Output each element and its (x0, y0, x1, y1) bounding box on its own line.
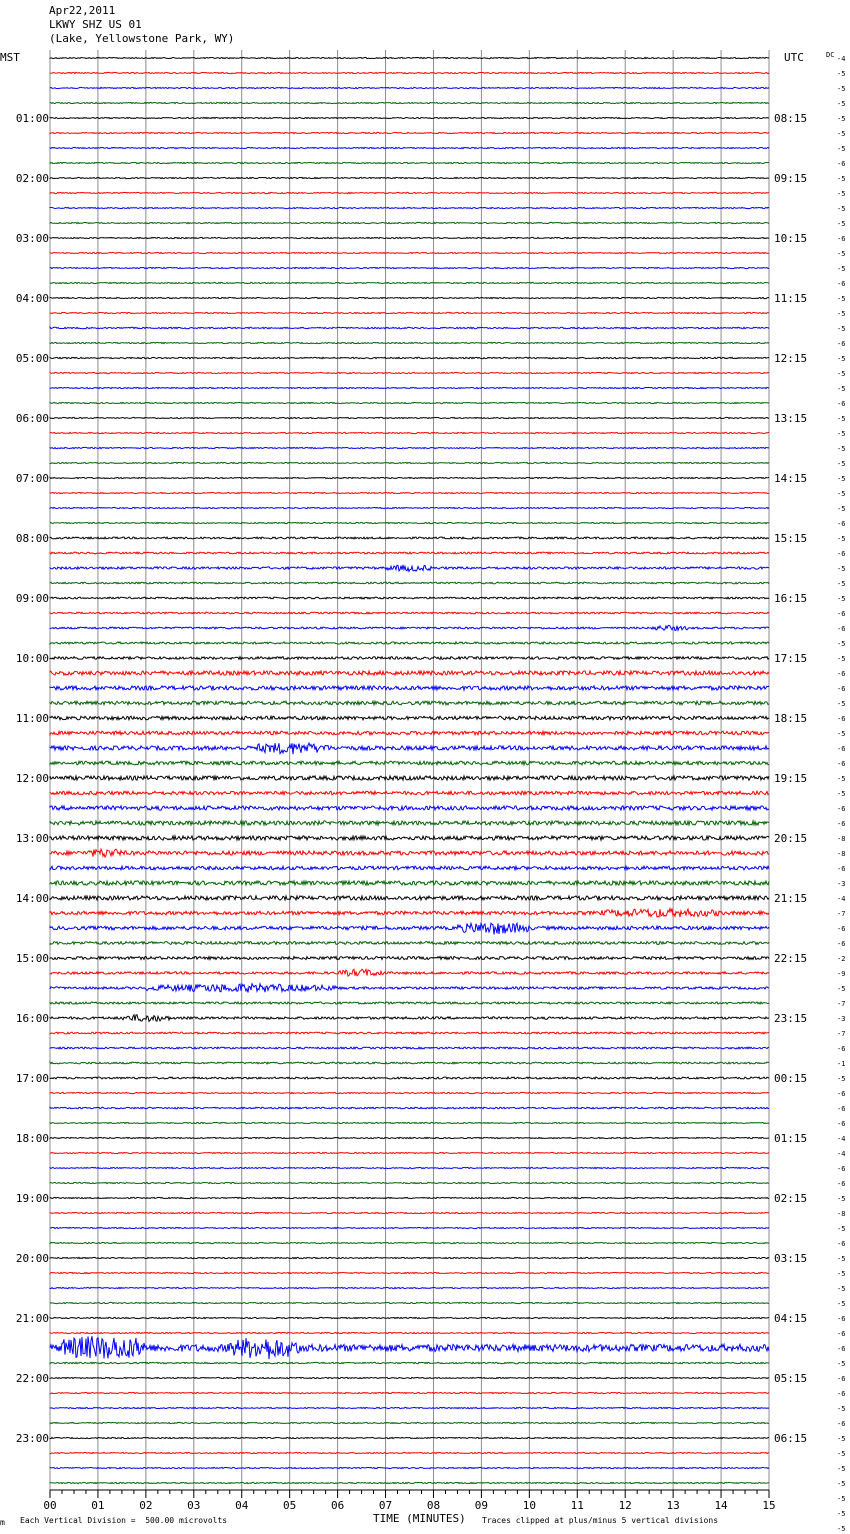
x-tick-label: 01 (91, 1499, 105, 1512)
trace-line (50, 507, 769, 508)
trace-line (50, 237, 769, 238)
right-hour-label: 03:15 (774, 1252, 808, 1265)
right-hour-label: 16:15 (774, 592, 808, 605)
dc-offset-label: -4 (837, 1150, 846, 1158)
dc-offset-label: -5 (837, 415, 846, 423)
dc-offset-label: -8 (837, 1210, 846, 1218)
left-hour-label: 17:00 (15, 1072, 49, 1085)
trace-line (50, 791, 769, 795)
dc-offset-label: -5 (837, 1195, 846, 1203)
dc-offset-label: -5 (837, 295, 846, 303)
trace-line (50, 1107, 769, 1109)
right-hour-label: 22:15 (774, 952, 808, 965)
dc-offset-label: -5 (837, 130, 846, 138)
trace-line (50, 1287, 769, 1288)
dc-offset-label: -5 (837, 355, 846, 363)
dc-offset-label: -5 (837, 790, 846, 798)
dc-offset-label: -6 (837, 745, 846, 753)
dc-offset-label: -4 (837, 895, 846, 903)
x-tick-label: 02 (139, 1499, 153, 1512)
trace-line (50, 1362, 769, 1363)
trace-line (50, 942, 769, 945)
dc-offset-label: -5 (837, 325, 846, 333)
dc-offset-label: -7 (837, 910, 846, 918)
dc-offset-label: -6 (837, 940, 846, 948)
trace-line (50, 565, 769, 572)
dc-offset-label: -6 (837, 715, 846, 723)
dc-offset-label: -2 (837, 955, 846, 963)
dc-offset-label: -5 (837, 190, 846, 198)
corner-mark: m (0, 1518, 5, 1527)
trace-line (50, 1002, 769, 1004)
right-hour-label: 11:15 (774, 292, 808, 305)
x-tick-label: 05 (283, 1499, 297, 1512)
trace-line (50, 132, 769, 133)
dc-offset-label: -5 (837, 250, 846, 258)
dc-offset-label: -5 (837, 85, 846, 93)
right-hour-label: 19:15 (774, 772, 808, 785)
dc-offset-label: -5 (837, 385, 846, 393)
dc-offset-label: -6 (837, 760, 846, 768)
x-tick-label: 08 (426, 1499, 441, 1512)
trace-line (50, 743, 769, 754)
left-hour-label: 13:00 (15, 832, 49, 845)
dc-offset-label: -5 (837, 1480, 846, 1488)
dc-offset-label: -7 (837, 1000, 846, 1008)
trace-line (50, 1032, 769, 1034)
dc-offset-label: -6 (837, 1330, 846, 1338)
trace-line (50, 1167, 769, 1168)
x-tick-label: 13 (666, 1499, 680, 1512)
dc-offset-label: -6 (837, 670, 846, 678)
trace-line (50, 1047, 769, 1049)
trace-line (50, 1242, 769, 1243)
left-hour-label: 15:00 (15, 952, 49, 965)
x-tick-label: 14 (714, 1499, 728, 1512)
x-tick-label: 15 (762, 1499, 776, 1512)
station-id: LKWY SHZ US 01 (49, 18, 142, 31)
trace-line (50, 402, 769, 403)
trace-line (50, 896, 769, 900)
trace-line (50, 477, 769, 478)
trace-line (50, 597, 769, 599)
trace-line (50, 1482, 769, 1483)
left-hour-label: 18:00 (15, 1132, 49, 1145)
trace-line (50, 1332, 769, 1333)
dc-offset-label: -5 (837, 1360, 846, 1368)
trace-line (50, 1437, 769, 1438)
left-hour-label: 14:00 (15, 892, 49, 905)
left-hour-label: 06:00 (15, 412, 49, 425)
trace-line (50, 1422, 769, 1423)
dc-offset-label: -6 (837, 280, 846, 288)
trace-line (50, 1182, 769, 1183)
trace-line (50, 1317, 769, 1318)
right-hour-label: 23:15 (774, 1012, 808, 1025)
trace-line (50, 1407, 769, 1408)
trace-line (50, 462, 769, 463)
utc-label: UTC (784, 51, 804, 64)
dc-offset-label: -5 (837, 655, 846, 663)
trace-line (50, 923, 769, 934)
dc-offset-label: -3 (837, 1015, 846, 1023)
trace-line (50, 207, 769, 208)
dc-offset-label: -5 (837, 1435, 846, 1443)
dc-offset-label: -3 (837, 880, 846, 888)
dc-offset-label: -5 (837, 115, 846, 123)
right-hour-label: 06:15 (774, 1432, 808, 1445)
dc-offset-label: -5 (837, 460, 846, 468)
left-hour-label: 21:00 (15, 1312, 49, 1325)
dc-offset-label: -5 (837, 1255, 846, 1263)
dc-offset-label: -6 (837, 610, 846, 618)
dc-label: DC (826, 51, 835, 59)
dc-offset-label: -5 (837, 490, 846, 498)
left-hour-label: 22:00 (15, 1372, 49, 1385)
trace-line (50, 731, 769, 735)
dc-offset-label: -6 (837, 625, 846, 633)
right-hour-label: 18:15 (774, 712, 808, 725)
dc-offset-label: -6 (837, 1105, 846, 1113)
dc-offset-label: -5 (837, 430, 846, 438)
trace-line (50, 417, 769, 418)
trace-line (50, 761, 769, 765)
trace-line (50, 642, 769, 644)
right-hour-label: 05:15 (774, 1372, 808, 1385)
trace-line (50, 192, 769, 193)
trace-line (50, 836, 769, 840)
dc-offset-label: -5 (837, 1285, 846, 1293)
trace-line (50, 612, 769, 614)
trace-line (50, 1467, 769, 1468)
dc-offset-label: -5 (837, 580, 846, 588)
dc-offset-label: -4 (837, 1135, 846, 1143)
dc-offset-label: -6 (837, 235, 846, 243)
dc-offset-label: -6 (837, 1180, 846, 1188)
dc-offset-label: -6 (837, 1390, 846, 1398)
x-tick-label: 09 (474, 1499, 489, 1512)
x-tick-label: 03 (187, 1499, 201, 1512)
dc-offset-label: -5 (837, 535, 846, 543)
right-hour-label: 01:15 (774, 1132, 808, 1145)
trace-line (50, 806, 769, 810)
left-hour-label: 23:00 (15, 1432, 49, 1445)
dc-offset-label: -5 (837, 775, 846, 783)
x-tick-label: 12 (618, 1499, 632, 1512)
dc-offset-label: -5 (837, 985, 846, 993)
dc-offset-label: -5 (837, 700, 846, 708)
right-hour-label: 00:15 (774, 1072, 808, 1085)
station-location: (Lake, Yellowstone Park, WY) (49, 32, 235, 45)
left-hour-label: 05:00 (15, 352, 49, 365)
trace-line (50, 686, 769, 690)
trace-line (50, 657, 769, 660)
trace-line (50, 1062, 769, 1064)
trace-line (50, 1336, 769, 1359)
left-hour-label: 19:00 (15, 1192, 49, 1205)
dc-offset-label: -6 (837, 1120, 846, 1128)
trace-line (50, 1015, 769, 1022)
trace-line (50, 1227, 769, 1228)
dc-offset-label: -6 (837, 1045, 846, 1053)
right-hour-label: 13:15 (774, 412, 808, 425)
x-tick-label: 04 (235, 1499, 249, 1512)
dc-offset-label: -5 (837, 145, 846, 153)
x-tick-label: 11 (570, 1499, 584, 1512)
left-hour-label: 20:00 (15, 1252, 49, 1265)
dc-offset-label: -6 (837, 865, 846, 873)
dc-offset-label: -5 (837, 505, 846, 513)
dc-offset-label: -6 (837, 1165, 846, 1173)
dc-offset-label: -7 (837, 1030, 846, 1038)
trace-line (50, 821, 769, 825)
dc-offset-label: -9 (837, 970, 846, 978)
dc-offset-label: -5 (837, 205, 846, 213)
dc-offset-label: -5 (837, 175, 846, 183)
trace-line (50, 102, 769, 103)
trace-line (50, 492, 769, 493)
trace-line (50, 909, 769, 918)
trace-line (50, 1257, 769, 1258)
trace-line (50, 1092, 769, 1093)
trace-line (50, 1152, 769, 1153)
trace-line (50, 1392, 769, 1393)
dc-offset-label: -5 (837, 370, 846, 378)
dc-offset-label: -6 (837, 1240, 846, 1248)
dc-offset-label: -6 (837, 520, 846, 528)
trace-line (50, 866, 769, 870)
x-tick-label: 00 (43, 1499, 57, 1512)
trace-line (50, 177, 769, 178)
trace-line (50, 87, 769, 88)
dc-offset-label: -6 (837, 820, 846, 828)
trace-line (50, 327, 769, 328)
trace-line (50, 716, 769, 720)
trace-line (50, 984, 769, 993)
left-hour-label: 16:00 (15, 1012, 49, 1025)
dc-offset-label: -5 (837, 640, 846, 648)
trace-line (50, 252, 769, 253)
dc-offset-label: -6 (837, 1420, 846, 1428)
trace-line (50, 701, 769, 705)
right-hour-label: 08:15 (774, 112, 808, 125)
trace-line (50, 881, 769, 885)
right-hour-label: 21:15 (774, 892, 808, 905)
dc-offset-label: -5 (837, 310, 846, 318)
dc-offset-label: -1 (837, 1060, 846, 1068)
dc-offset-label: -5 (837, 100, 846, 108)
trace-line (50, 849, 769, 857)
right-hour-label: 04:15 (774, 1312, 808, 1325)
dc-offset-label: -6 (837, 340, 846, 348)
trace-line (50, 671, 769, 675)
left-hour-label: 01:00 (15, 112, 49, 125)
dc-offset-label: -5 (837, 730, 846, 738)
dc-offset-label: -6 (837, 160, 846, 168)
dc-offset-label: -6 (837, 1090, 846, 1098)
scale-note: Each Vertical Division = 500.00 microvolts (20, 1516, 228, 1525)
mst-label: MST (0, 51, 20, 64)
dc-offset-label: -6 (837, 685, 846, 693)
dc-offset-label: -5 (837, 1510, 846, 1518)
trace-line (50, 222, 769, 223)
left-hour-label: 07:00 (15, 472, 49, 485)
dc-offset-label: -6 (837, 805, 846, 813)
left-hour-label: 12:00 (15, 772, 49, 785)
trace-line (50, 625, 769, 630)
dc-offset-label: -5 (837, 565, 846, 573)
left-hour-label: 10:00 (15, 652, 49, 665)
trace-line (50, 969, 769, 976)
dc-offset-label: -5 (837, 1405, 846, 1413)
dc-offset-label: -4 (837, 55, 846, 63)
trace-line (50, 537, 769, 539)
trace-line (50, 1212, 769, 1213)
trace-line (50, 72, 769, 73)
dc-offset-label: -5 (837, 1450, 846, 1458)
plot-date: Apr22,2011 (49, 4, 116, 17)
dc-offset-label: -6 (837, 1315, 846, 1323)
dc-offset-label: -8 (837, 835, 846, 843)
trace-line (50, 1452, 769, 1453)
clip-note: Traces clipped at plus/minus 5 vertical divisions (482, 1516, 719, 1525)
dc-offset-label: -5 (837, 220, 846, 228)
x-tick-label: 10 (522, 1499, 536, 1512)
left-hour-label: 04:00 (15, 292, 49, 305)
left-hour-label: 09:00 (15, 592, 49, 605)
left-hour-label: 08:00 (15, 532, 49, 545)
trace-line (50, 447, 769, 448)
dc-offset-label: -5 (837, 1300, 846, 1308)
trace-line (50, 267, 769, 268)
dc-offset-label: -6 (837, 1375, 846, 1383)
trace-line (50, 1302, 769, 1303)
right-hour-label: 20:15 (774, 832, 808, 845)
trace-line (50, 117, 769, 118)
trace-line (50, 1137, 769, 1138)
trace-line (50, 582, 769, 584)
dc-offset-label: -8 (837, 850, 846, 858)
trace-line (50, 147, 769, 148)
dc-offset-label: -5 (837, 1225, 846, 1233)
trace-line (50, 297, 769, 298)
right-hour-label: 12:15 (774, 352, 808, 365)
trace-line (50, 312, 769, 313)
trace-line (50, 372, 769, 373)
right-hour-label: 15:15 (774, 532, 808, 545)
dc-offset-label: -5 (837, 70, 846, 78)
dc-offset-label: -5 (837, 265, 846, 273)
dc-offset-label: -6 (837, 400, 846, 408)
dc-offset-label: -6 (837, 1345, 846, 1353)
trace-line (50, 1122, 769, 1123)
dc-offset-label: -5 (837, 475, 846, 483)
right-hour-label: 14:15 (774, 472, 808, 485)
right-hour-label: 09:15 (774, 172, 808, 185)
trace-line (50, 387, 769, 388)
trace-line (50, 522, 769, 523)
left-hour-label: 11:00 (15, 712, 49, 725)
trace-line (50, 357, 769, 358)
trace-line (50, 1197, 769, 1198)
dc-offset-label: -5 (837, 595, 846, 603)
x-tick-label: 06 (330, 1499, 345, 1512)
x-axis-title: TIME (MINUTES) (373, 1512, 466, 1525)
trace-line (50, 1077, 769, 1079)
trace-line (50, 282, 769, 283)
trace-line (50, 162, 769, 163)
right-hour-label: 17:15 (774, 652, 808, 665)
dc-offset-label: -5 (837, 1465, 846, 1473)
right-hour-label: 10:15 (774, 232, 808, 245)
left-hour-label: 03:00 (15, 232, 49, 245)
dc-offset-label: -5 (837, 445, 846, 453)
trace-line (50, 1272, 769, 1273)
trace-line (50, 776, 769, 780)
trace-line (50, 1377, 769, 1378)
dc-offset-label: -6 (837, 925, 846, 933)
dc-offset-label: -5 (837, 1525, 846, 1533)
dc-offset-label: -5 (837, 1075, 846, 1083)
right-hour-label: 02:15 (774, 1192, 808, 1205)
trace-line (50, 57, 769, 58)
left-hour-label: 02:00 (15, 172, 49, 185)
dc-offset-label: -5 (837, 1495, 846, 1503)
dc-offset-label: -6 (837, 550, 846, 558)
trace-line (50, 552, 769, 554)
trace-line (50, 432, 769, 433)
trace-line (50, 957, 769, 960)
trace-line (50, 342, 769, 343)
dc-offset-label: -5 (837, 1270, 846, 1278)
x-tick-label: 07 (378, 1499, 393, 1512)
